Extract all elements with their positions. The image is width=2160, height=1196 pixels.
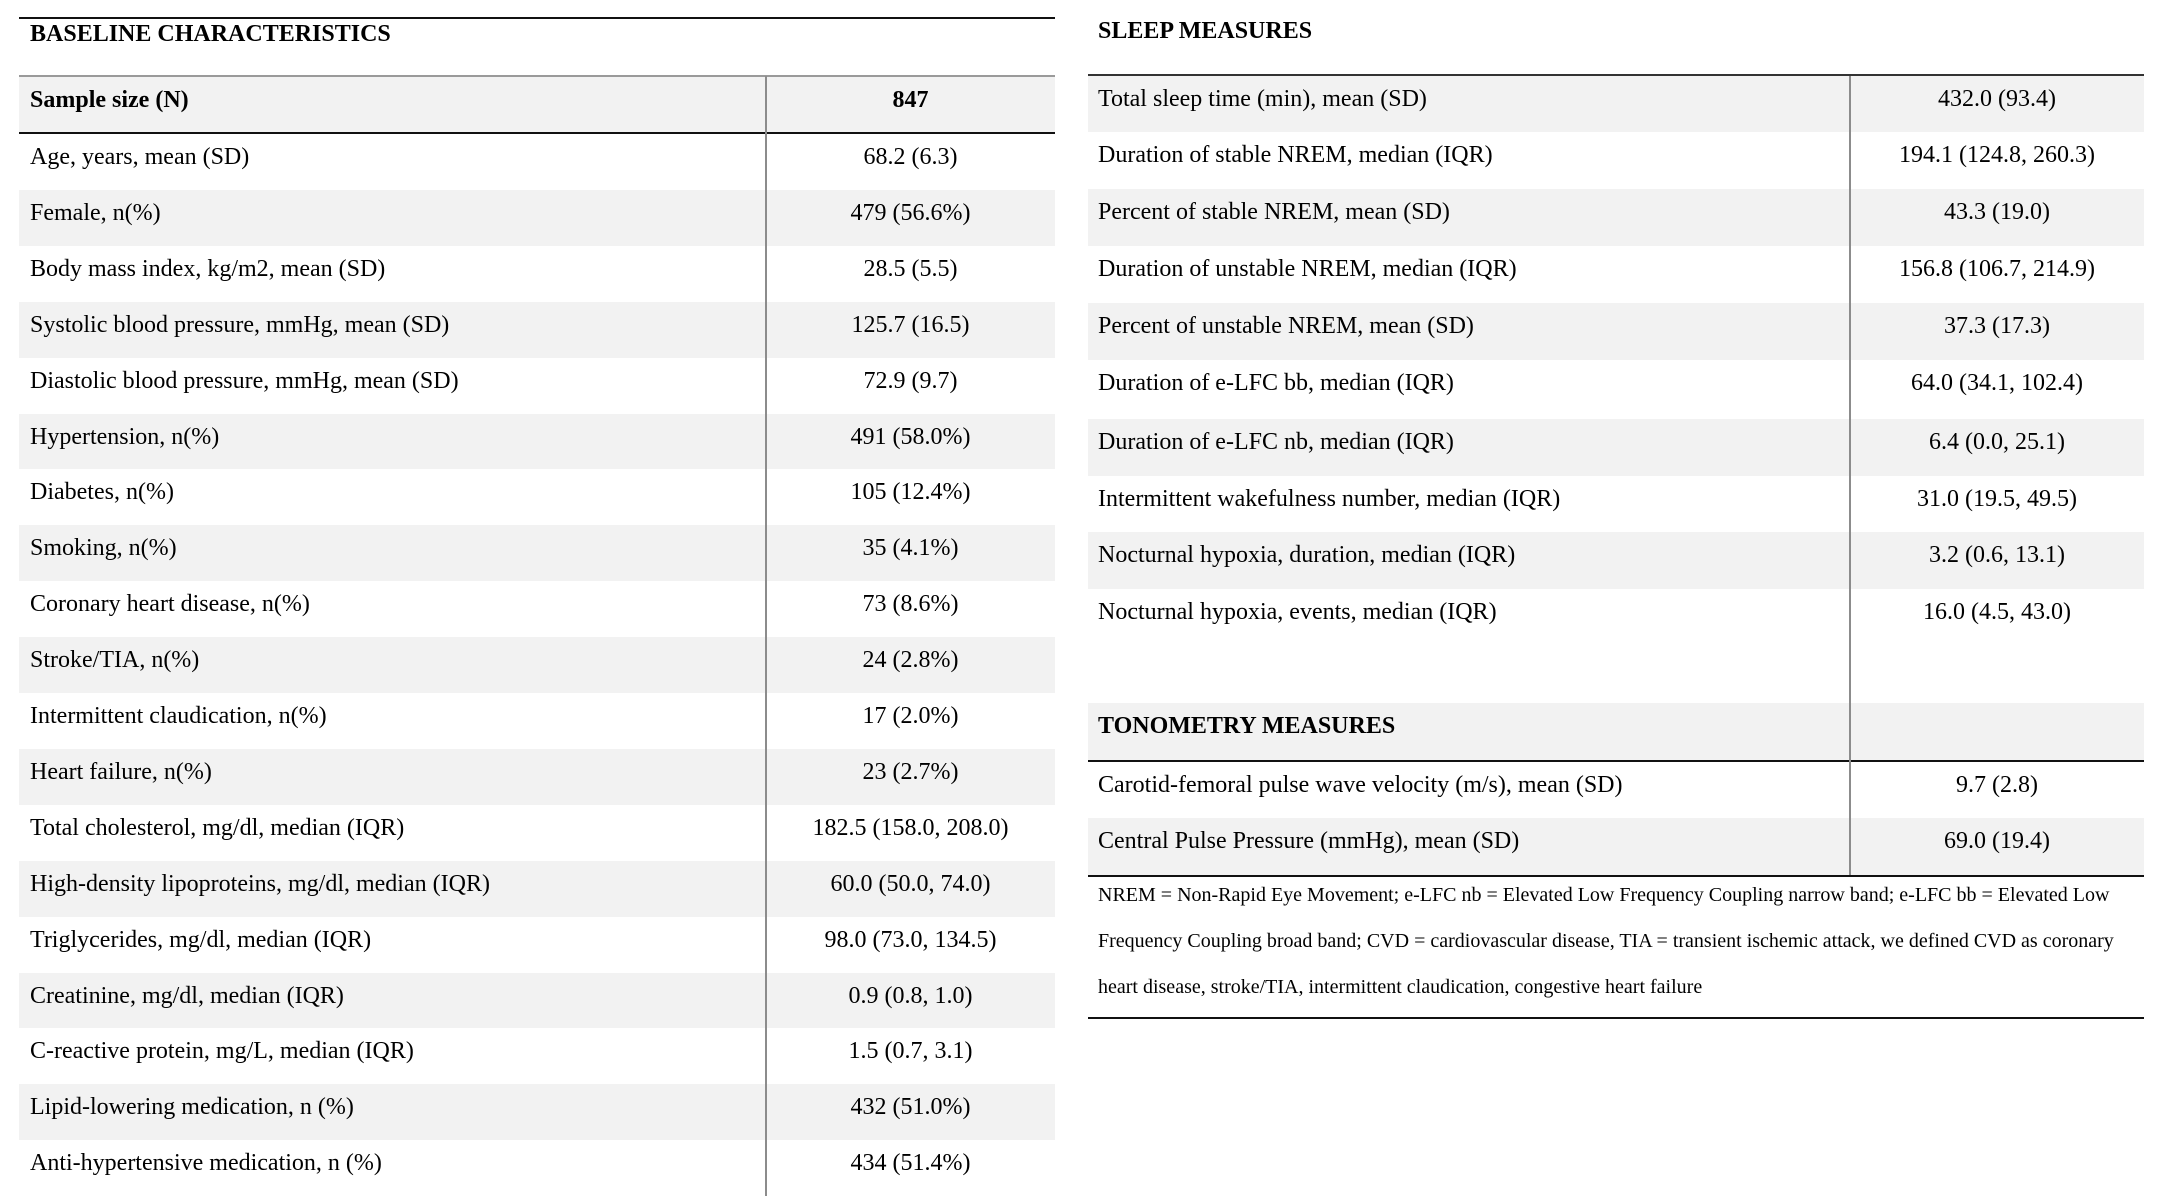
- tonometry-title: TONOMETRY MEASURES: [1098, 713, 1396, 739]
- row-value: 24 (2.8%): [862, 647, 959, 673]
- row-label: Central Pulse Pressure (mmHg), mean (SD): [1098, 828, 1520, 854]
- row-value: 125.7 (16.5): [851, 312, 970, 338]
- sample-size-label: Sample size (N): [30, 87, 189, 113]
- table-row: [19, 637, 1055, 693]
- row-value: 6.4 (0.0, 25.1): [1929, 429, 2065, 455]
- footnote-line: NREM = Non-Rapid Eye Movement; e-LFC nb = Elevated Low Frequency Coupling narrow band; e-LFC bb = Elevated Low: [1098, 884, 2110, 906]
- sample-size-value: 847: [892, 87, 929, 113]
- row-value: 491 (58.0%): [850, 424, 971, 450]
- footnote-line: Frequency Coupling broad band; CVD = cardiovascular disease, TIA = transient ischemic attack, we defined CVD as coronary: [1098, 930, 2114, 952]
- table-row: [19, 1084, 1055, 1140]
- row-value: 16.0 (4.5, 43.0): [1923, 599, 2071, 625]
- table-row: [1088, 360, 2144, 419]
- row-label: Diastolic blood pressure, mmHg, mean (SD): [30, 368, 459, 394]
- table-row: [19, 693, 1055, 749]
- row-label: Percent of stable NREM, mean (SD): [1098, 199, 1450, 225]
- baseline-title: BASELINE CHARACTERISTICS: [30, 21, 391, 47]
- row-value: 68.2 (6.3): [863, 144, 958, 170]
- row-label: Lipid-lowering medication, n (%): [30, 1094, 354, 1120]
- table-row: [19, 917, 1055, 973]
- table-row: [19, 358, 1055, 414]
- footnote-bottom-rule: [1088, 1017, 2144, 1019]
- table-row: [19, 973, 1055, 1028]
- row-value: 31.0 (19.5, 49.5): [1917, 486, 2077, 512]
- row-label: Body mass index, kg/m2, mean (SD): [30, 256, 386, 282]
- row-label: Total sleep time (min), mean (SD): [1098, 86, 1427, 112]
- row-value: 73 (8.6%): [862, 591, 959, 617]
- row-label: Smoking, n(%): [30, 535, 177, 561]
- row-value: 35 (4.1%): [862, 535, 959, 561]
- row-label: Duration of stable NREM, median (IQR): [1098, 142, 1493, 168]
- row-label: Duration of e-LFC bb, median (IQR): [1098, 370, 1454, 396]
- table-row: [1088, 132, 2144, 189]
- row-value: 479 (56.6%): [850, 200, 971, 226]
- row-value: 434 (51.4%): [850, 1150, 971, 1176]
- row-label: Female, n(%): [30, 200, 161, 226]
- row-value: 9.7 (2.8): [1956, 772, 2038, 798]
- table-row: [19, 1140, 1055, 1196]
- row-value: 17 (2.0%): [862, 703, 959, 729]
- row-label: Heart failure, n(%): [30, 759, 212, 785]
- table-row: [19, 805, 1055, 861]
- row-label: Total cholesterol, mg/dl, median (IQR): [30, 815, 405, 841]
- table-row: [1088, 246, 2144, 303]
- row-label: Hypertension, n(%): [30, 424, 220, 450]
- footnote-line: heart disease, stroke/TIA, intermittent claudication, congestive heart failure: [1098, 976, 1703, 998]
- table-row: [19, 302, 1055, 358]
- row-label: Age, years, mean (SD): [30, 144, 250, 170]
- row-label: Stroke/TIA, n(%): [30, 647, 200, 673]
- table-row: [19, 1028, 1055, 1084]
- row-value: 69.0 (19.4): [1944, 828, 2050, 854]
- row-value: 1.5 (0.7, 3.1): [848, 1038, 973, 1064]
- table-row: [19, 525, 1055, 581]
- tonometry-header-row: [1088, 703, 2144, 760]
- row-value: 72.9 (9.7): [863, 368, 958, 394]
- row-label: Intermittent wakefulness number, median (IQR): [1098, 486, 1561, 512]
- row-label: Triglycerides, mg/dl, median (IQR): [30, 927, 372, 953]
- table-row: [19, 749, 1055, 805]
- row-value: 43.3 (19.0): [1944, 199, 2050, 225]
- row-value: 432 (51.0%): [850, 1094, 971, 1120]
- row-label: Nocturnal hypoxia, events, median (IQR): [1098, 599, 1497, 625]
- row-label: Intermittent claudication, n(%): [30, 703, 327, 729]
- row-label: Anti-hypertensive medication, n (%): [30, 1150, 382, 1176]
- row-label: Duration of e-LFC nb, median (IQR): [1098, 429, 1454, 455]
- table-row: [1088, 532, 2144, 589]
- row-label: High-density lipoproteins, mg/dl, median (IQR): [30, 871, 490, 897]
- row-value: 64.0 (34.1, 102.4): [1911, 370, 2083, 396]
- table-row: [1088, 189, 2144, 246]
- row-value: 3.2 (0.6, 13.1): [1929, 542, 2065, 568]
- row-value: 60.0 (50.0, 74.0): [830, 871, 991, 897]
- table-row: [19, 414, 1055, 469]
- sleep-title: SLEEP MEASURES: [1098, 18, 1313, 44]
- table-row: [19, 134, 1055, 190]
- table-row: [1088, 589, 2144, 703]
- row-label: Percent of unstable NREM, mean (SD): [1098, 313, 1474, 339]
- row-value: 194.1 (124.8, 260.3): [1899, 142, 2095, 168]
- table-row: [19, 581, 1055, 637]
- baseline-column-divider: [765, 76, 767, 1196]
- sleep-column-divider: [1849, 76, 1851, 876]
- row-label: Diabetes, n(%): [30, 479, 174, 505]
- table-row: [1088, 419, 2144, 476]
- row-label: Creatinine, mg/dl, median (IQR): [30, 983, 344, 1009]
- row-value: 37.3 (17.3): [1944, 313, 2050, 339]
- table-row: [1088, 818, 2144, 875]
- row-value: 0.9 (0.8, 1.0): [848, 983, 973, 1009]
- row-value: 23 (2.7%): [862, 759, 959, 785]
- table-row: [1088, 476, 2144, 532]
- table-row: [1088, 303, 2144, 360]
- row-label: Carotid-femoral pulse wave velocity (m/s), mean (SD): [1098, 772, 1623, 798]
- table-row: [1088, 76, 2144, 132]
- table-row: [19, 246, 1055, 302]
- table-row: [19, 469, 1055, 525]
- row-value: 182.5 (158.0, 208.0): [812, 815, 1009, 841]
- table-row: [1088, 762, 2144, 818]
- row-value: 432.0 (93.4): [1938, 86, 2056, 112]
- row-label: C-reactive protein, mg/L, median (IQR): [30, 1038, 414, 1064]
- row-label: Nocturnal hypoxia, duration, median (IQR): [1098, 542, 1516, 568]
- row-value: 156.8 (106.7, 214.9): [1899, 256, 2095, 282]
- row-value: 28.5 (5.5): [863, 256, 958, 282]
- row-value: 98.0 (73.0, 134.5): [824, 927, 997, 953]
- row-value: 105 (12.4%): [850, 479, 971, 505]
- table-row: [19, 190, 1055, 246]
- row-label: Systolic blood pressure, mmHg, mean (SD): [30, 312, 450, 338]
- sample-size-row: [19, 77, 1055, 132]
- row-label: Coronary heart disease, n(%): [30, 591, 310, 617]
- row-label: Duration of unstable NREM, median (IQR): [1098, 256, 1517, 282]
- table-row: [19, 861, 1055, 917]
